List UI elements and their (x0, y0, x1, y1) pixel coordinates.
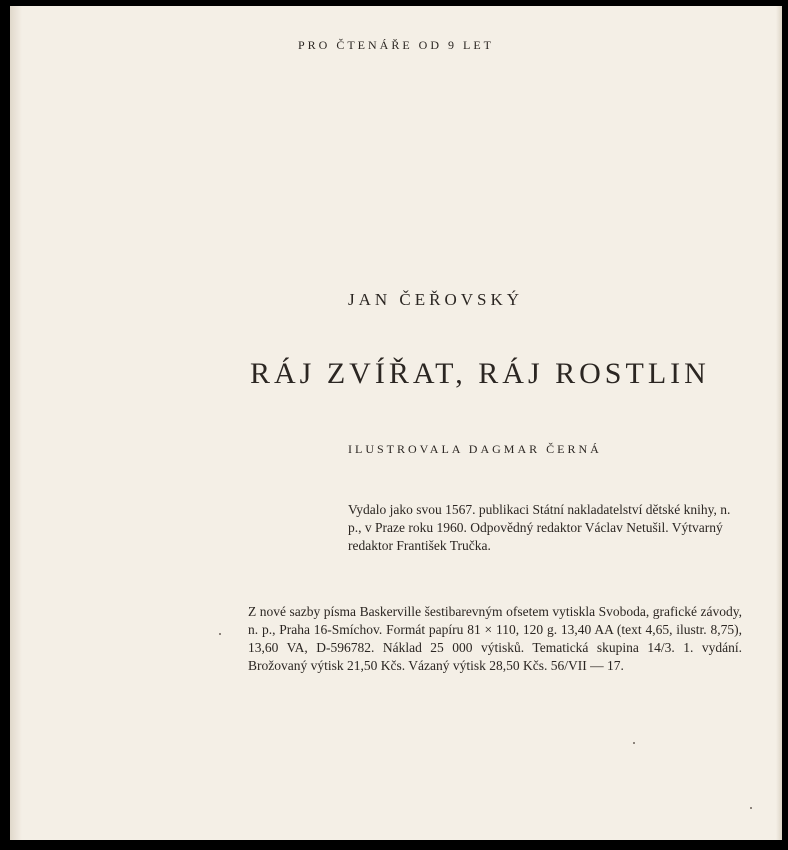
illustrator-credit: ILUSTROVALA DAGMAR ČERNÁ (348, 442, 602, 456)
publisher-note: Vydalo jako svou 1567. publikaci Státní nakladatelství dětské knihy, n. p., v Praze roku 1960. Odpovědný redaktor Václav Netušil. Výtvarný redaktor František Tručka. (348, 502, 731, 553)
printer-imprint: Z nové sazby písma Baskerville šestibarevným ofsetem vytiskla Svoboda, grafické závody, n. p., Praha 16-Smíchov. Formát papíru 81 × 110, 120 g. 13,40 AA (text 4,65, ilustr. 8,75), 13,60 VA, D-596782. Náklad 25 000 výtisků. Tematická skupina 14/3. 1. vydání. Brožovaný výtisk 21,50 Kčs. Vázaný výtisk 28,50 Kčs. 56/VII — 17. (248, 604, 742, 673)
paper-speck (633, 742, 635, 744)
book-title: RÁJ ZVÍŘAT, RÁJ ROSTLIN (250, 357, 710, 390)
page-spine-shadow (10, 6, 22, 840)
author-name: JAN ČEŘOVSKÝ (348, 290, 524, 309)
page-edge-shadow (776, 6, 782, 840)
paper-speck (219, 633, 221, 635)
book-page (10, 6, 782, 840)
audience-label: PRO ČTENÁŘE OD 9 LET (298, 38, 494, 52)
paper-speck (750, 807, 752, 809)
